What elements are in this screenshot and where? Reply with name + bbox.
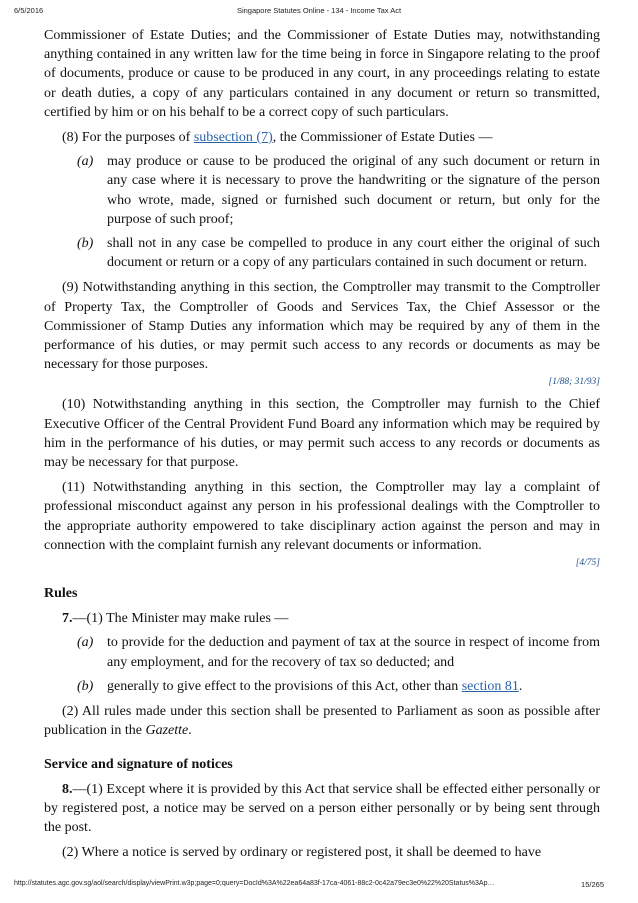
section-8-1: 8.—(1) Except where it is provided by this Act that service shall be effected either personally or by registered post, a notice may be served on a person either personally or by being sent through the post. bbox=[44, 781, 600, 836]
document-body bbox=[44, 26, 600, 863]
item-label: (a) bbox=[77, 154, 94, 170]
print-date: 6/5/2016 bbox=[14, 6, 44, 15]
print-footer bbox=[0, 880, 638, 892]
subsection-8: (8) For the purposes of subsection (7), the Commissioner of Estate Duties — bbox=[62, 130, 493, 146]
subsection-8-a: (a) may produce or cause to be produced the original of any such document or return in any case where it is necessary to prove the handwriting or the signature of the person who wrote, made, signed or furnished such document or return, but only for the purpose of such proof; bbox=[77, 154, 600, 227]
subsection-8-b: (b) shall not in any case be compelled to produce in any court either the original of such document or return or a copy of any particulars contained in such document or return. bbox=[77, 236, 600, 271]
section-81-link[interactable]: section 81 bbox=[461, 678, 519, 694]
paragraph-intro: Commissioner of Estate Duties; and the Commissioner of Estate Duties may, notwithstanding anything contained in any written law for the time being in force in Singapore relating to the proof of documents, produce or cause to be produced in any court, in any proceedings relating to estate or death duties, a copy of any particulars contained in any document or return so transmitted, certified by him or on his behalf to be a correct copy of such particulars. bbox=[44, 28, 600, 120]
amendment-reference: [1/88; 31/93] bbox=[548, 377, 600, 388]
print-header bbox=[0, 6, 638, 18]
subsection-11: (11) Notwithstanding anything in this section, the Comptroller may lay a complaint of professional misconduct against any person in his professional dealings with the Comptroller to the appropriate authority empowered to take disciplinary action against the person and may in connection with the complaint furnish any relevant documents or information. bbox=[44, 480, 600, 553]
section-number: 8. bbox=[62, 781, 73, 797]
item-label: (b) bbox=[77, 236, 94, 252]
section-heading-service: Service and signature of notices bbox=[44, 756, 233, 772]
item-label: (b) bbox=[77, 678, 94, 694]
subsection-7-link[interactable]: subsection (7) bbox=[193, 130, 273, 146]
print-url: http://statutes.agc.gov.sg/aol/search/display/viewPrint.w3p;page=0;query=DocId%3A%22ea64a83f-17ca-4061-88c2-0c42a79ec3e0%22%20Status%3Ap… bbox=[14, 880, 495, 887]
section-heading-rules: Rules bbox=[44, 586, 78, 602]
item-label: (a) bbox=[77, 635, 94, 651]
subsection-9: (9) Notwithstanding anything in this section, the Comptroller may transmit to the Comptroller of Property Tax, the Comptroller of Goods and Services Tax, the Chief Assessor or the Commissioner of Stamp Duties any information which may be required by any of them in the performance of his duties, or may permit such access to any records or documents as may be necessary for those purposes. bbox=[44, 280, 600, 373]
page-counter: 15/265 bbox=[581, 880, 604, 889]
section-7-a: (a) to provide for the deduction and payment of tax at the source in respect of income from any employment, and for the recovery of tax so deducted; and bbox=[77, 635, 600, 670]
amendment-reference: [4/75] bbox=[575, 558, 600, 569]
section-number: 7. bbox=[62, 611, 73, 627]
section-7-b: (b) generally to give effect to the provisions of this Act, other than section 81. bbox=[44, 677, 600, 696]
subsection-10: (10) Notwithstanding anything in this section, the Comptroller may furnish to the Chief Executive Officer of the Central Provident Fund Board any information which may be required by him in the performance of his duties, or may permit such access to any records or documents as may be necessary for that purpose. bbox=[44, 397, 600, 471]
section-7-2: (2) All rules made under this section shall be presented to Parliament as soon as possible after publication in the Gazette. bbox=[44, 704, 600, 739]
section-7-1: 7.—(1) The Minister may make rules — bbox=[62, 611, 289, 627]
section-8-2: (2) Where a notice is served by ordinary or registered post, it shall be deemed to have bbox=[62, 845, 542, 861]
print-title: Singapore Statutes Online - 134 - Income Tax Act bbox=[236, 6, 402, 15]
